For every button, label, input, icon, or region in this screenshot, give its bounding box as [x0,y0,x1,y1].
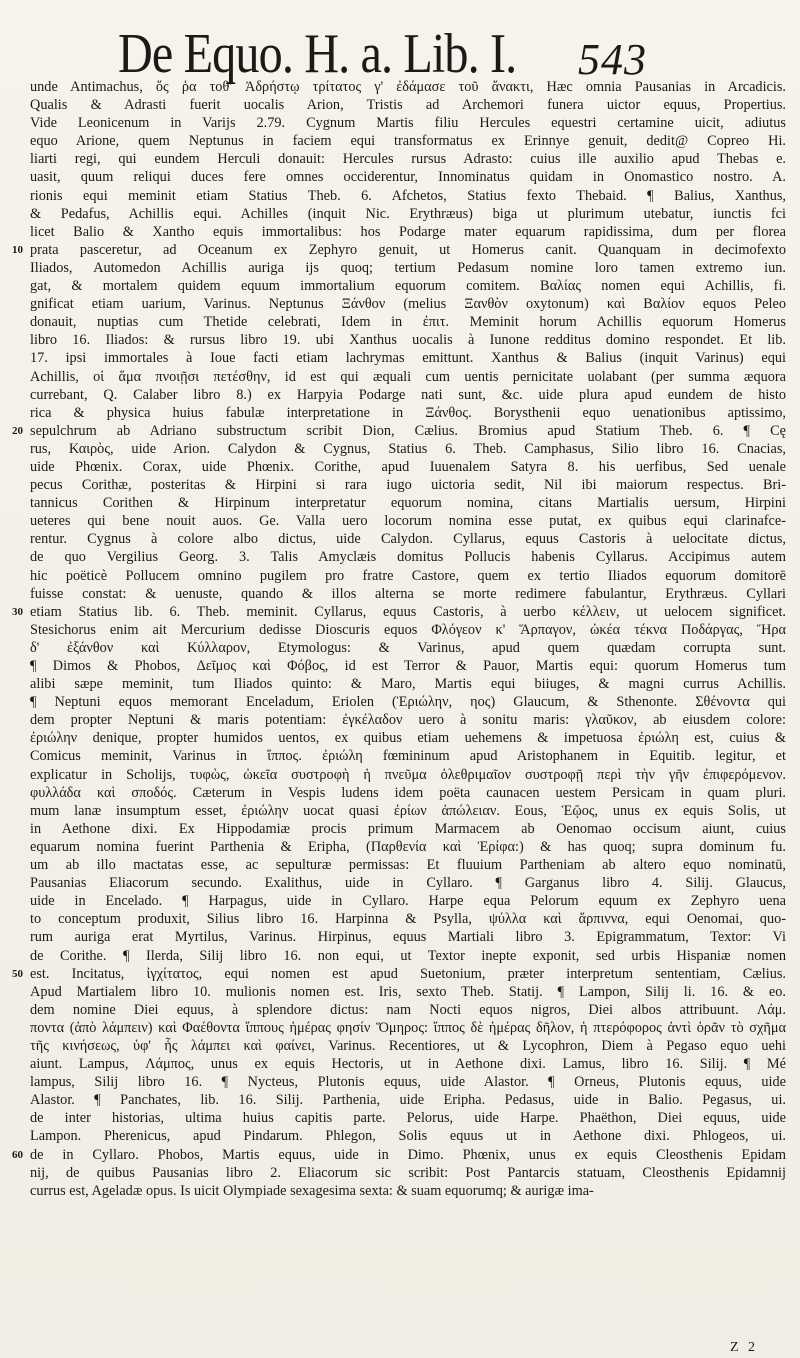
line-text: unde Antimachus, ὅς ῥα τοθ' Ἀδρήστῳ τρίτατος γ' ἐδάμασε τοῦ ἄνακτι, Hæc omnia Pausanias in Arcadicis. [30,79,786,95]
line-text: equarum nomina fuerint Parthenia & Eripha, (Παρθενία καὶ Ἐρίφα:) & has quoq; supra dominum fu. [30,838,786,855]
line-text: rum auriga erat Myrtilus, Varinus. Hirpinus, equus Martiali libro 3. Epigrammatum, Textor: Vi [30,929,786,946]
line-text: Vide Leonicenum in Varijs 2.79. Cygnum Martis filiu Hercules equestri certamine uicit, adiutus [30,115,786,132]
line-text: rica & physica huius fabulæ interpretatione in Ξάνθος. Borysthenii equo uenationibus aptissimo, [30,404,786,421]
line-text: nij, de quibus Pausanias libro 2. Eliacorum sic scribit: Post Pantarcis statuam, Cleosthenis Epidamnij [30,1164,786,1181]
line-text: 17. ipsi immortales à Ioue facti etiam lachrymas emittunt. Xanthus & Balius (inquit Varinus) equi [30,350,786,367]
line-number-marker: 20 [12,424,23,437]
line-text: Iliados, Automedon Achillis auriga ijs quoq; tertium Pedasum nomine loro tamen extremo iun. [30,259,786,276]
line-text: libro 16. Iliados: & rursus libro 19. ubi Xanthus uocalis à Iunone redditus domino respondet. Et lib. [30,332,786,349]
text-line [26,386,786,404]
text-line [26,259,786,277]
signature-mark: Z 2 [729,1340,758,1355]
page-number: 543 [578,35,647,84]
text-line [26,729,786,747]
line-text: tannicus Corithen & Hirpinum interpretatur equorum nomina, citans Martialis uersum, Hirpini [30,495,786,512]
line-text: pecus Corithæ, posteritas & Hirpini si rara iugo uictoria sedit, Nil ibi maiorum respectus. Bri- [30,477,786,494]
text-line [12,965,786,983]
line-text: rentur. Cygnus à colore albo dictus, uide Calydon. Cyllarus, equus Castoris à uelocitate dictus, [30,531,786,548]
text-line [26,1019,786,1037]
text-line [26,856,786,874]
page-title: De Equo. H. a. Lib. I. [118,23,517,85]
text-line [26,331,786,349]
text-line [12,241,786,259]
text-line [26,404,786,422]
line-text: rionis equi meminit etiam Statius Theb. 6. Afchetos, Statius fexto Thebaid. ¶ Balius, Xanthus, [30,187,786,204]
line-text: ἐριώλην denique, propter humidos uentos, ex quibus etiam uehemens & impetuosa ἐριώλη est, cuius & [30,730,786,747]
line-text: & Pedafus, Achillis equi. Achilles (inquit Nic. Erythræus) biga ut plurimum utebatur, iunctis fci [30,205,786,222]
line-text: τῆς κινήσεως, ὑφ' ἧς λάμπει καὶ φαίνει, Varinus. Recentiores, ut & Lycophron, Diem à Pegaso equo uehi [30,1037,786,1054]
text-line [26,1091,786,1109]
body-text [12,78,786,1200]
text-line [26,368,786,386]
text-line [26,766,786,784]
line-text: currus est, Ageladæ opus. Is uicit Olympiade sexagesima sexta: & suam equorumq; & aurigæ ima- [30,1182,594,1199]
line-number-marker: 50 [12,967,23,980]
text-line [26,1127,786,1145]
text-line [26,1109,786,1127]
text-line [26,1073,786,1091]
text-line [26,223,786,241]
line-number-marker: 30 [12,605,23,618]
line-text: prata pasceretur, ad Oceanum ex Zephyro genuit, ut Homerus canit. Quanquam in decimofexto [30,241,786,258]
line-text: Pausanias Eliacorum secundo. Exalithus, uide in Cyllaro. ¶ Garganus libro 4. Silij. Glaucus, [30,875,786,892]
text-line [26,892,786,910]
text-line [26,1037,786,1055]
line-text: φυλλάδα καὶ σποδός. Cæterum in Vespis ludens idem poëta caunacen uestem Persicam in quam pluri. [30,784,786,801]
line-text: etiam Statius lib. 6. Theb. meminit. Cyllarus, equus Castoris, à uerbo κέλλειν, ut uelocem significet. [30,603,786,620]
text-line [26,910,786,928]
text-line [26,621,786,639]
line-text: gat, & mortalem quidem equum immortalium equorum comitem. Βαλίας nomen equi Achillis, fi. [30,278,786,295]
text-line [26,1164,786,1182]
running-header [118,22,658,86]
text-line [26,150,786,168]
line-text: to conceptum produxit, Silius libro 16. Harpinna & Psylla, ψύλλα καὶ ἅρπιννα, equi Oenomai, quo- [30,911,786,928]
line-text: Achillis, οἱ ἅμα πνοιῇσι πετέσθην, id est qui æquali cum uentis pernicitate uolabant (per summa æquora [30,368,786,385]
text-line [26,983,786,1001]
line-text: aiunt. Lampus, Λάμπος, unus ex equis Hectoris, ut in Aethone dixi. Lamus, libro 16. Silij. ¶ Mé [30,1056,786,1073]
line-text: um ab illo mactatas esse, ac sepulturæ permissas: Et fluuium Partheniam ab altero equo nominatū, [30,857,786,874]
text-line [26,494,786,512]
line-text: liarti regi, qui eundem Herculi donauit: Hercules rursus Adrasto: cuius ille auxilio apud Thebas e. [30,151,786,168]
line-text: Apud Martialem libro 10. mulionis nomen est. Iris, sexto Theb. Statij. ¶ Lampon, Silij li. 16. & eo. [30,983,786,1000]
line-text: mum lanæ insumptum esset, ἐριώλην uocat quasi ἐρίων ἀπώλειαν. Eous, Ἑῷος, unus ex equis Solis, ut [30,802,786,819]
line-text: de quo Vergilius Georg. 3. Talis Amyclæis domitus Pollucis habenis Cyllarus. Accipimus autem [30,549,786,566]
text-line [12,422,786,440]
text-line [26,512,786,530]
line-text: ¶ Neptuni equos memorant Enceladum, Eriolen (Ἐριώλην, ηος) Glaucum, & Sthenonte. Σθένοντα qui [30,694,786,711]
line-text: de inter historias, ultima huius capitis parte. Pelorus, uide Harpe. Phaëthon, Diei equus, uide [30,1110,786,1127]
text-line [26,874,786,892]
text-line [26,1001,786,1019]
text-line [26,1182,786,1200]
text-line [26,947,786,965]
line-text: licet Balio & Xantho equis immortalibus: hos Podarge mater equarum rapidissima, dum per florea [30,223,786,240]
text-line [26,657,786,675]
line-text: Comicus meminit, Varinus in ἵππος. ἐριώλη fœmininum apud Aristophanem in Equitib. legitur, et [30,748,786,765]
line-text: rus, Καιρὸς, uide Arion. Calydon & Cygnus, Statius 6. Theb. Camphasus, Silio libro 16. Cnacias, [30,440,786,457]
line-text: Alastor. ¶ Panchates, lib. 16. Silij. Parthenia, uide Eripha. Pedasus, uide in Balio. Pegasus, ui. [30,1092,786,1109]
line-text: Lampon. Pherenicus, apud Pindarum. Phlegon, Solis equus ut in Aethone dixi. Phlogeos, ui. [30,1128,786,1145]
text-line [26,548,786,566]
line-text: δ' ἐξάνθον καὶ Κύλλαρον, Etymologus: & Varinus, apud quem quædam corrupta sunt. [30,639,786,656]
text-line [26,639,786,657]
text-line [26,205,786,223]
text-line [26,78,786,96]
line-number-marker: 60 [12,1148,23,1161]
line-text: donauit, nuptias cum Thetide celebrati, Idem in ἐπιτ. Meminit horum Achillis equorum Homerus [30,314,786,331]
line-text: fuisse constat: & uenuste, quando & illos alterna se morte redimere fabulantur, Erythræus. Cyllari [30,585,786,602]
text-line [26,693,786,711]
line-text: ueteres qui bene nouit auos. Ge. Valla uero locorum nomina esse putat, ex quibus equi clarinafce- [30,513,786,530]
line-text: explicatur in Scholijs, τυφὼς, ὠκεῖα συστροφὴ ἡ πνεῦμα ὀλεθριμαῖον συστροφῇ περὶ τὴν γῆν ἐπιφερόμενον. [30,766,786,783]
text-line [26,675,786,693]
line-text: dem propter Neptuni & maris potentiam: ἐγκέλαδον uero à sonitu maris: γλαῦκον, ab eiusdem colore: [30,712,786,729]
text-line [26,567,786,585]
text-line [26,96,786,114]
text-line [26,928,786,946]
text-line [26,132,786,150]
text-line [26,277,786,295]
line-text: gnificat etiam uarium, Varinus. Neptunus Ξάνθον (melius Ξανθὸν oxytonum) καὶ Βαλίον equos Peleo [30,296,786,313]
line-text: Stesichorus enim ait Mercurium dedisse Dioscuris equos Φλόγεον κ' Ἅρπαγον, ὠκέα τέκνα Ποδάργας, Ἥρα [30,621,786,638]
text-line [26,711,786,729]
line-text: currebant, Q. Calaber libro 8.) ex Harpyia Podarge nati sunt, &c. uide plura apud eundem de histo [30,386,786,403]
line-text: hic poëticè Pollucem omnino pugilem pro fratre Castore, quem ex tertio Iliados equorum domitorē [30,567,786,584]
text-line [26,295,786,313]
text-line [26,458,786,476]
line-text: est. Incitatus, ἰγχίτατος, equi nomen est apud Suetonium, præter interpretum sententiam, Cælius. [30,965,786,982]
line-text: in Aethone dixi. Ex Hippodamiæ procis primum Marmacem ab Oenomao occisum aiunt, cuius [30,820,786,837]
line-text: lampus, Silij libro 16. ¶ Nycteus, Plutonis equus, uide Alastor. ¶ Orneus, Plutonis equus, uide [30,1074,786,1091]
line-text: uide in Encelado. ¶ Harpagus, uide in Cyllaro. Harpe equa Pelorum equum ex Zephyro uena [30,893,786,910]
line-text: alibi sæpe meminit, tum Iliados quinto: & Maro, Martis equi biiuges, & magni currus Achillis. [30,676,786,693]
text-line [26,747,786,765]
text-line [26,476,786,494]
text-line [26,114,786,132]
text-line [26,530,786,548]
text-line [26,440,786,458]
text-line [26,838,786,856]
text-line [12,1146,786,1164]
text-line [26,802,786,820]
line-text: equo Arione, quem Neptunus in faciem equi transformatus ex Erinnye genuit, dedit@ Copreo Hi. [30,133,786,150]
text-line [26,1055,786,1073]
text-line [26,168,786,186]
line-number-marker: 10 [12,243,23,256]
line-text: de Corithe. ¶ Ilerda, Silij libro 16. non equi, ut Textor inepte exponit, sed urbis Hispaniæ nomen [30,947,786,964]
line-text: sepulchrum ab Adriano substructum scribit Dion, Cælius. Bromius apud Statium Theb. 6. ¶ Cę [30,422,786,439]
text-line [26,784,786,802]
line-text: de in Cyllaro. Phobos, Martis equus, uide in Dimo. Phœnix, unus ex equis Cleosthenis Epidam [30,1146,786,1163]
line-text: Qualis & Adrasti fuerit uocalis Arion, Tristis ad Archemori funera uictor equus, Propertius. [30,97,786,114]
text-line [26,585,786,603]
line-text: ποντα (ἀπὸ λάμπειν) καὶ Φαέθοντα ἵππους ἡμέρας φησίν Ὅμηρος: ἵππος δὲ ἡμέρας δῆλον, ἡ πτερόφορος ἀντὶ ὁρᾶν τὸ σχῆμα [30,1019,786,1036]
text-line [26,820,786,838]
line-text: uasit, quum reliqui duces fere omnes occiderentur, Innominatus quidam in Onomastico nostro. A. [30,169,786,186]
line-text: ¶ Dimos & Phobos, Δεῖμος καὶ Φόβος, id est Terror & Pauor, Martis equi: quorum Homerus tum [30,658,786,674]
line-text: dem nomine Diei equus, à splendore dictus: nam Nocti equos nigros, Diei albos attribuunt. Λάμ. [30,1001,786,1018]
line-text: uide Phœnix. Corax, uide Phœnix. Corithe, apud Iuuenalem Satyra 8. his uerfibus, Sed uenale [30,458,786,475]
text-line [12,603,786,621]
text-line [26,187,786,205]
text-line [26,349,786,367]
text-line [26,313,786,331]
